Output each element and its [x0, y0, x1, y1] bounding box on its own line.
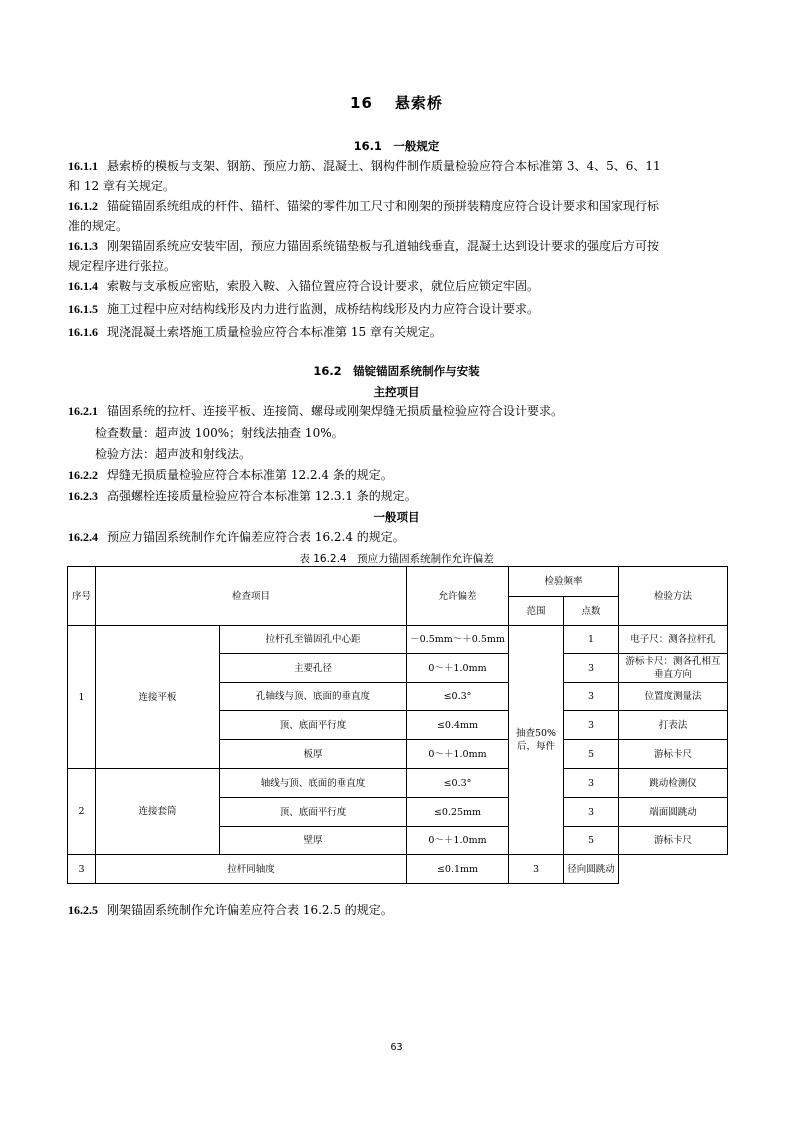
clause-16-2-5: 16.2.5 刚架锚固系统制作允许偏差应符合表 16.2.5 的规定。 — [68, 903, 393, 917]
header-frequency: 检验频率 — [509, 567, 619, 597]
clause-16-1-4: 16.1.4 索鞍与支承板应密贴，索股入鞍、入锚位置应符合设计要求，就位后应锁定牢固。 — [68, 279, 540, 293]
table-row: 3 拉杆同轴度 ≤0.1mm 3 径向圆跳动 — [68, 855, 728, 884]
page-number: 63 — [390, 1042, 403, 1053]
table-row: 顶、底面平行度 ≤0.25mm 3 端面圆跳动 — [68, 798, 728, 827]
clause-16-1-3: 16.1.3 刚架锚固系统应安装牢固，预应力锚固系统锚垫板与孔道轴线垂直，混凝土达到设计要求的强度后方可按 规定程序进行张拉。 — [68, 239, 660, 273]
header-seq: 序号 — [68, 567, 96, 626]
check-quantity: 检查数量：超声波 100%；射线法抽查 10%。 — [95, 426, 344, 440]
clause-16-1-5: 16.1.5 施工过程中应对结构线形及内力进行监测，成桥结构线形及内力应符合设计要求。 — [68, 302, 540, 316]
chapter-number: 16 — [350, 94, 373, 112]
group-seq: 1 — [68, 626, 96, 769]
group-name: 连接套筒 — [96, 769, 220, 855]
tolerance-table — [67, 566, 728, 884]
clause-16-2-1: 16.2.1 锚固系统的拉杆、连接平板、连接筒、螺母或刚架焊缝无损质量检验应符合设计要求。 — [68, 404, 564, 418]
clause-16-2-4: 16.2.4 预应力锚固系统制作允许偏差应符合表 16.2.4 的规定。 — [68, 530, 405, 544]
table-row: 1 连接平板 拉杆孔至锚固孔中心距 －0.5mm～＋0.5mm 抽查50%后，每件 1 电子尺：测各拉杆孔 — [68, 626, 728, 654]
section-title-16-1: 16.1 一般规定 — [353, 139, 440, 153]
check-method: 检验方法：超声波和射线法。 — [95, 447, 252, 461]
clause-16-2-3: 16.2.3 高强螺栓连接质量检验应符合本标准第 12.3.1 条的规定。 — [68, 489, 417, 503]
group-name: 连接平板 — [96, 626, 220, 769]
clause-16-2-2: 16.2.2 焊缝无损质量检验应符合本标准第 12.2.4 条的规定。 — [68, 468, 393, 482]
clause-16-1-2: 16.1.2 锚碇锚固系统组成的杆件、锚杆、锚梁的零件加工尺寸和刚架的预拼装精度应符合设计要求和国家现行标 准的规定。 — [68, 199, 660, 233]
general-items-heading: 一般项目 — [373, 510, 420, 524]
section-title-16-2: 16.2 锚锭锚固系统制作与安装 — [313, 364, 480, 378]
clause-16-1-6: 16.1.6 现浇混凝土索塔施工质量检验应符合本标准第 15 章有关规定。 — [68, 325, 442, 339]
table-row: 顶、底面平行度 ≤0.4mm 3 打表法 — [68, 711, 728, 740]
table-row: 主要孔径 0～＋1.0mm 3 游标卡尺：测各孔相互垂直方向 — [68, 654, 728, 683]
header-range: 范围 — [509, 597, 564, 626]
header-tolerance: 允许偏差 — [407, 567, 509, 626]
header-method: 检验方法 — [619, 567, 728, 626]
main-items-heading: 主控项目 — [373, 385, 420, 399]
group-name: 拉杆同轴度 — [96, 855, 407, 884]
table-row: 板厚 0～＋1.0mm 5 游标卡尺 — [68, 740, 728, 769]
clause-16-1-1: 16.1.1 悬索桥的模板与支架、钢筋、预应力筋、混凝土、钢构件制作质量检验应符合本标准第 3、4、5、6、11 和 12 章有关规定。 — [68, 159, 661, 193]
group-seq: 3 — [68, 855, 96, 884]
header-points: 点数 — [564, 597, 619, 626]
table-caption: 表 16.2.4 预应力锚固系统制作允许偏差 — [299, 553, 494, 565]
header-item: 检查项目 — [96, 567, 407, 626]
table-row: 2 连接套筒 轴线与顶、底面的垂直度 ≤0.3° 3 跳动检测仪 — [68, 769, 728, 798]
table-row: 孔轴线与顶、底面的垂直度 ≤0.3° 3 位置度测量法 — [68, 683, 728, 711]
group-seq: 2 — [68, 769, 96, 855]
chapter-title — [0, 92, 793, 113]
table-row: 壁厚 0～＋1.0mm 5 游标卡尺 — [68, 827, 728, 855]
chapter-name: 悬索桥 — [394, 94, 443, 112]
frequency-range-cell: 抽查50%后，每件 — [509, 626, 564, 855]
